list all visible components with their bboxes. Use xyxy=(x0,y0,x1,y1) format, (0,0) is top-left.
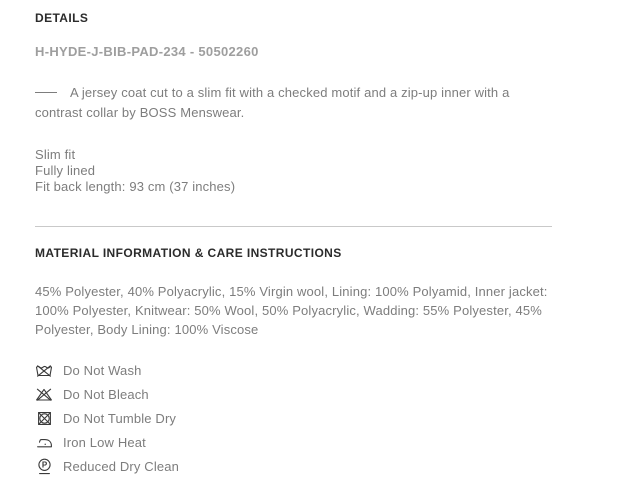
dry-clean-letter: P xyxy=(41,460,47,470)
care-item-do-not-bleach xyxy=(35,382,555,406)
care-item-label: Iron Low Heat xyxy=(63,434,146,450)
care-item-reduced-dry-clean xyxy=(35,454,555,478)
do-not-bleach-icon xyxy=(35,386,53,402)
care-instructions-list xyxy=(35,358,555,478)
reduced-dry-clean-icon xyxy=(35,458,53,474)
material-care-heading: MATERIAL INFORMATION & CARE INSTRUCTIONS xyxy=(35,246,342,260)
care-item-label: Reduced Dry Clean xyxy=(63,458,179,474)
care-item-label: Do Not Tumble Dry xyxy=(63,410,177,426)
product-code: H-HYDE-J-BIB-PAD-234 - 50502260 xyxy=(35,44,259,59)
fit-line: Fit back length: 93 cm (37 inches) xyxy=(35,179,236,194)
section-divider xyxy=(35,226,552,227)
care-item-label: Do Not Bleach xyxy=(63,386,149,402)
do-not-wash-icon xyxy=(35,362,53,378)
details-heading: DETAILS xyxy=(35,11,89,25)
care-item-iron-low-heat xyxy=(35,430,555,454)
care-item-do-not-wash xyxy=(35,358,555,382)
care-item-label: Do Not Wash xyxy=(63,362,142,378)
do-not-tumble-dry-icon xyxy=(35,410,53,426)
fit-details xyxy=(35,147,555,195)
material-composition: 45% Polyester, 40% Polyacrylic, 15% Virgin wool, Lining: 100% Polyamid, Inner jacket: 100% Polyester, Knitwear: 50% Wool, 50% Polyacrylic, Wadding: 55% Polyester, 45% Polyester, Body Lining: 100% Viscose xyxy=(35,284,548,337)
care-item-do-not-tumble-dry xyxy=(35,406,555,430)
product-description-text: A jersey coat cut to a slim fit with a checked motif and a zip-up inner with a contrast collar by BOSS Menswear. xyxy=(35,85,510,120)
fit-line: Slim fit xyxy=(35,147,76,162)
description-dash-rule xyxy=(35,92,57,93)
iron-low-heat-icon xyxy=(35,434,53,450)
fit-line: Fully lined xyxy=(35,163,96,178)
product-description xyxy=(35,83,540,123)
